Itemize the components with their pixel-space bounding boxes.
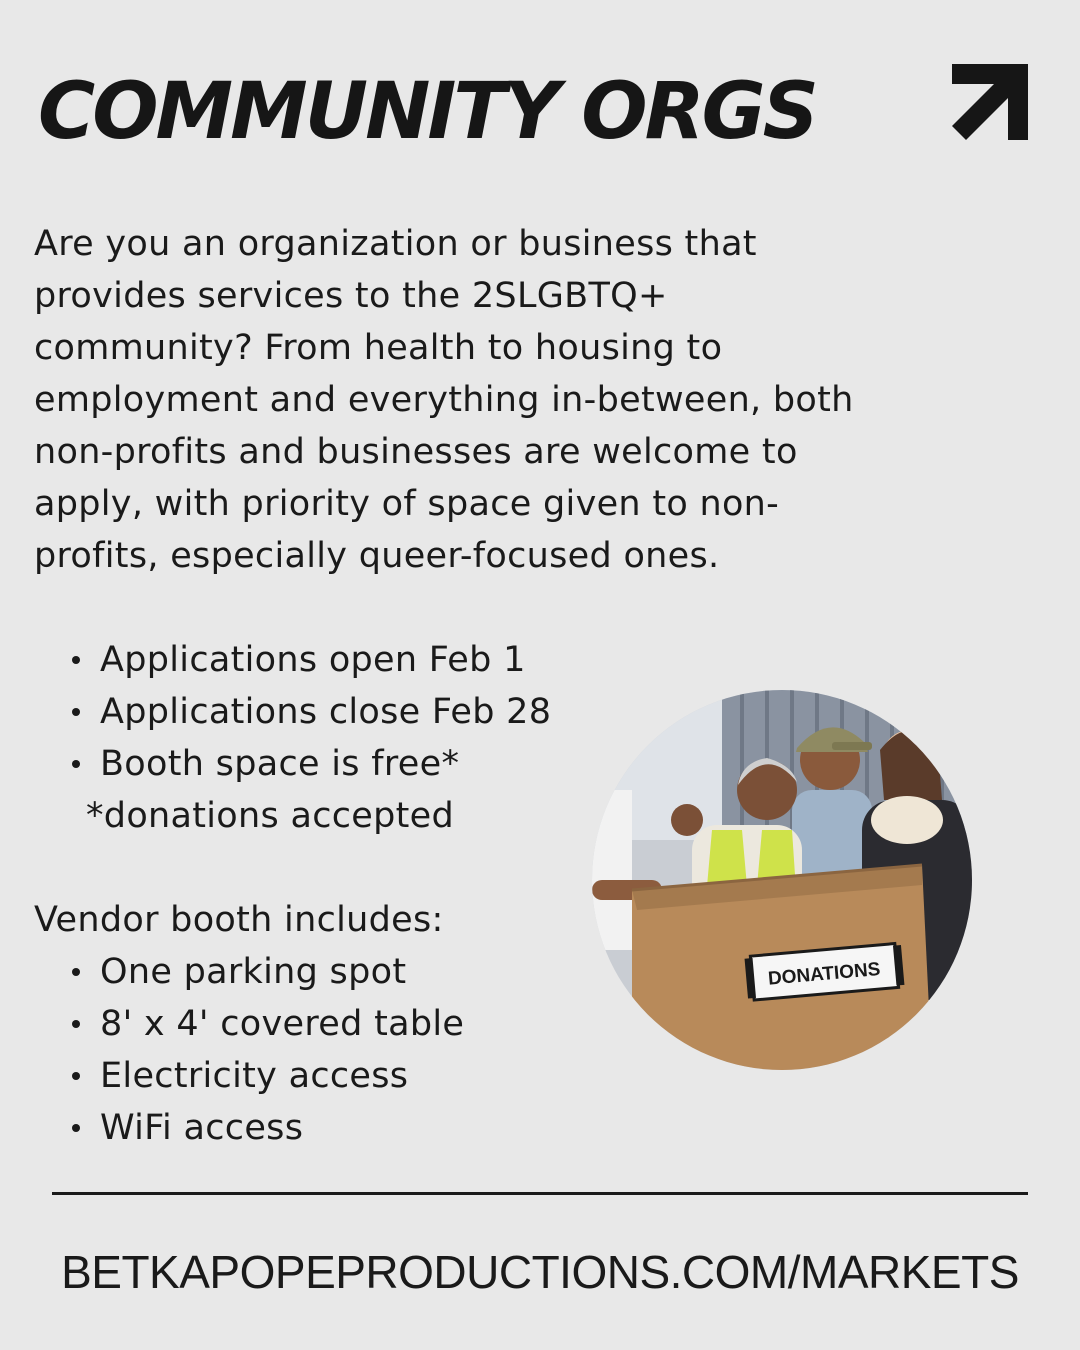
list-item: 8' x 4' covered table <box>72 998 464 1050</box>
list-item: WiFi access <box>72 1102 464 1154</box>
intro-line: apply, with priority of space given to non- <box>34 484 780 524</box>
divider <box>52 1192 1028 1195</box>
intro-line: non-profits and businesses are welcome to <box>34 432 798 472</box>
list-item: Applications open Feb 1 <box>72 634 551 686</box>
intro-paragraph <box>34 218 1034 582</box>
intro-line: community? From health to housing to <box>34 328 723 368</box>
list-item: Booth space is free* <box>72 738 551 790</box>
list-item: Applications close Feb 28 <box>72 686 551 738</box>
volunteers-photo <box>592 690 972 1070</box>
vendor-booth-heading: Vendor booth includes: <box>34 900 444 940</box>
list-item: One parking spot <box>72 946 464 998</box>
list-item: Electricity access <box>72 1050 464 1102</box>
applications-list <box>72 634 551 790</box>
donations-note: *donations accepted <box>86 796 455 836</box>
intro-line: employment and everything in-between, both <box>34 380 854 420</box>
page-title: COMMUNITY ORGS <box>38 67 816 157</box>
donations-box-label: DONATIONS <box>767 958 882 990</box>
website-url: BETKAPOPEPRODUCTIONS.COM/MARKETS <box>61 1246 1019 1298</box>
arrow-up-right-icon <box>950 62 1030 142</box>
intro-line: Are you an organization or business that <box>34 224 757 264</box>
intro-line: provides services to the 2SLGBTQ+ <box>34 276 668 316</box>
vendor-booth-list <box>72 946 464 1154</box>
intro-line: profits, especially queer-focused ones. <box>34 536 720 576</box>
